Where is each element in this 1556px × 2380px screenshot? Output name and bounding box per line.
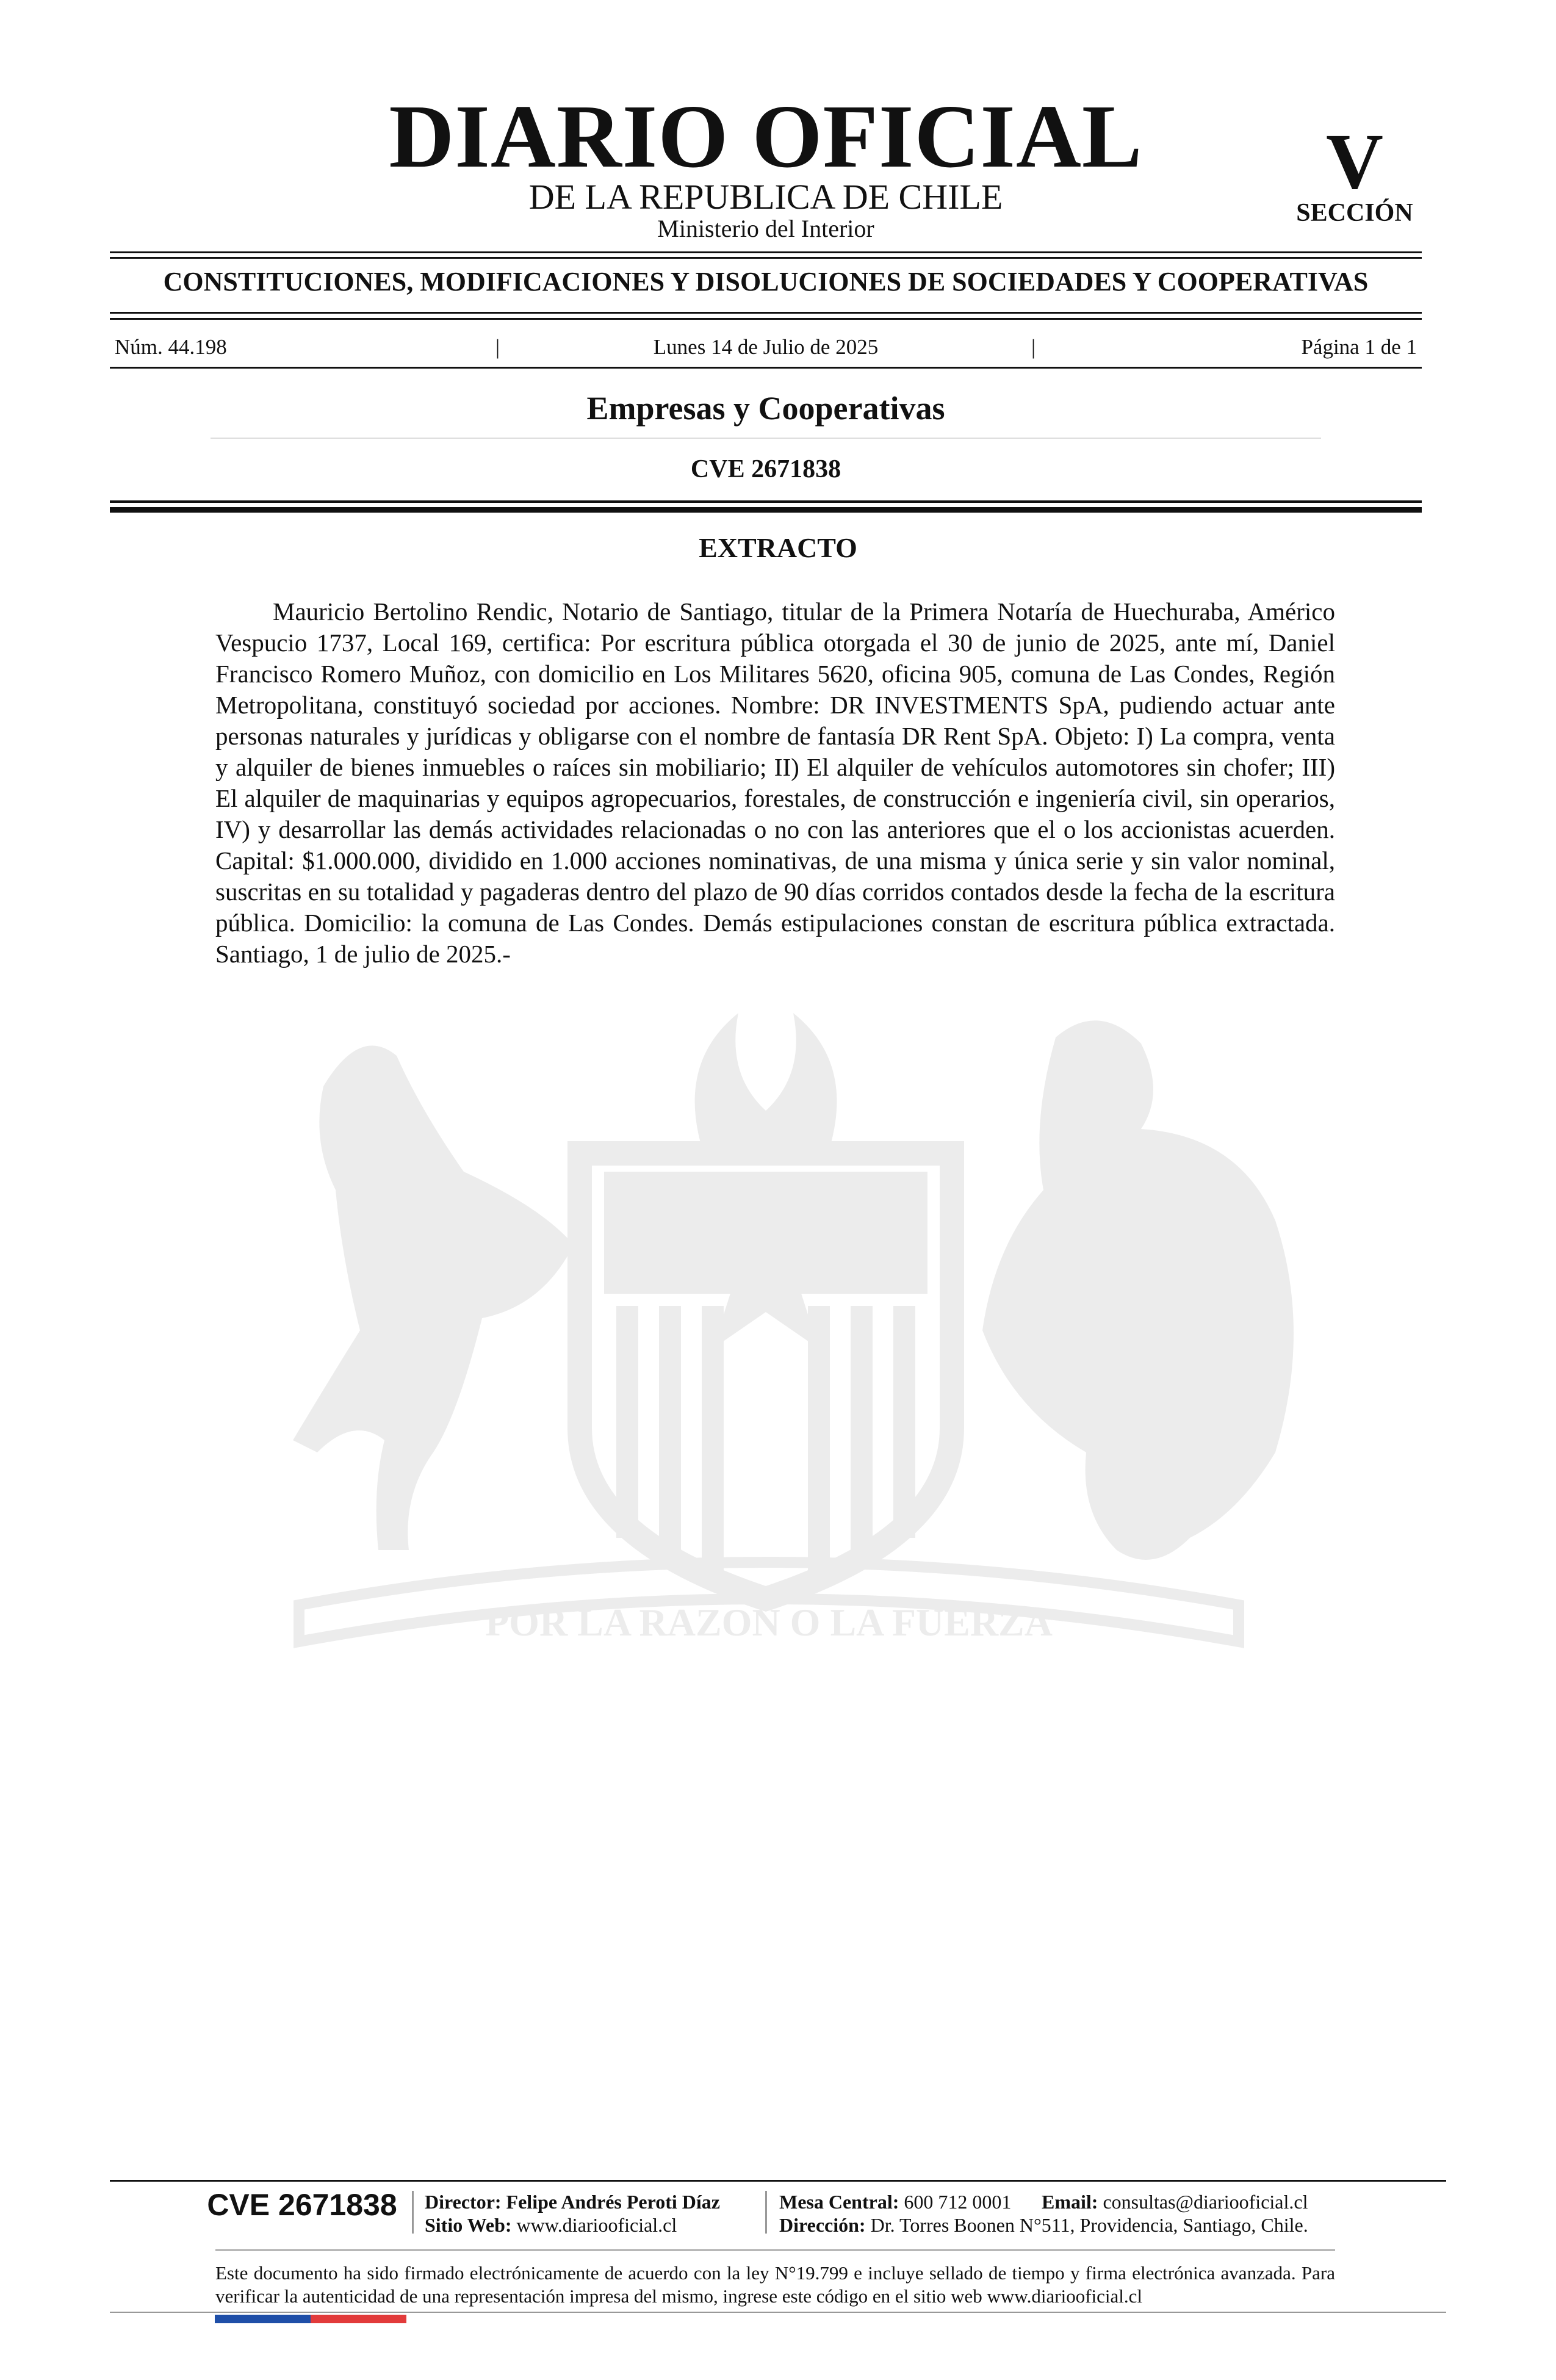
issue-separator: | <box>1031 335 1036 359</box>
footer-separator <box>765 2191 767 2234</box>
footer-director: Director: Felipe Andrés Peroti Díaz <box>425 2191 720 2213</box>
footer-bottom-divider <box>110 2312 1446 2313</box>
document-title: EXTRACTO <box>699 532 857 563</box>
issue-date: Lunes 14 de Julio de 2025 <box>653 335 879 359</box>
footer-cve-code: CVE 2671838 <box>207 2188 397 2222</box>
email-link[interactable]: consultas@diariooficial.cl <box>1103 2191 1308 2213</box>
category-divider-2 <box>110 318 1422 320</box>
cve-code: CVE 2671838 <box>690 455 841 483</box>
section-heading-underline <box>211 438 1321 439</box>
flag-stripe-red <box>311 2315 406 2323</box>
masthead-subtitle: DE LA REPUBLICA DE CHILE <box>528 177 1003 217</box>
footer-address: Dirección: Dr. Torres Boonen N°511, Providencia, Santiago, Chile. <box>779 2214 1308 2236</box>
signature-notice: Este documento ha sido firmado electrónicamente de acuerdo con la ley N°19.799 e incluye sellado de tiempo y firma electrónica avanzada. Para verificar la autenticidad de una representación impresa del mismo, ingrese este código en el sitio web www.diariooficial.cl <box>215 2262 1335 2307</box>
header-divider-top-2 <box>110 257 1422 259</box>
coat-of-arms-icon <box>201 989 1336 1684</box>
issue-divider <box>110 367 1422 369</box>
issue-line <box>110 334 1422 361</box>
issue-page: Página 1 de 1 <box>1301 335 1417 359</box>
footer-website: Sitio Web: www.diariooficial.cl <box>425 2214 677 2236</box>
footer-email: Email: consultas@diariooficial.cl <box>1042 2191 1308 2213</box>
category-divider <box>110 312 1422 314</box>
content-divider <box>110 500 1422 503</box>
footer-divider <box>110 2180 1446 2182</box>
header-divider-top <box>110 251 1422 253</box>
category-title: CONSTITUCIONES, MODIFICACIONES Y DISOLUCIONES DE SOCIEDADES Y COOPERATIVAS <box>163 267 1369 297</box>
flag-stripe-blue <box>215 2315 311 2323</box>
website-link[interactable]: www.diariooficial.cl <box>516 2214 677 2236</box>
issue-number: Núm. 44.198 <box>115 335 227 359</box>
footer-separator <box>412 2191 414 2234</box>
extract-body: Mauricio Bertolino Rendic, Notario de Santiago, titular de la Primera Notaría de Huechuraba, Américo Vespucio 1737, Local 169, certifica: Por escritura pública otorgada el 30 de junio de 2025, ante mí, Daniel Francisco Romero Muñoz, con domicilio en Los Militares 5620, oficina 905, comuna de Las Condes, Región Metropolitana, constituyó sociedad por acciones. Nombre: DR INVESTMENTS SpA, pudiendo actuar ante personas naturales y jurídicas y obligarse con el nombre de fantasía DR Rent SpA. Objeto: I) La compra, venta y alquiler de bienes inmuebles o raíces sin mobiliario; II) El alquiler de vehículos automotores sin chofer; III) El alquiler de maquinarias y equipos agropecuarios, forestales, de construcción e ingeniería civil, sin operarios, IV) y desarrollar las demás actividades relacionadas o no con las anteriores que el o los accionistas acuerden. Capital: $1.000.000, dividido en 1.000 acciones nominativas, de una misma y única serie y sin valor nominal, suscritas en su totalidad y pagaderas dentro del plazo de 90 días corridos contados desde la fecha de la escritura pública. Domicilio: la comuna de Las Condes. Demás estipulaciones constan de escritura pública extractada. Santiago, 1 de julio de 2025.- <box>215 597 1335 968</box>
issue-separator: | <box>495 335 500 359</box>
section-heading: Empresas y Cooperativas <box>586 390 945 427</box>
section-label: SECCIÓN <box>1296 199 1413 227</box>
content-divider-thick <box>110 507 1422 513</box>
motto-text: POR LA RAZON O LA FUERZA <box>485 1601 1053 1644</box>
section-number: V <box>1326 118 1383 206</box>
footer-notice-divider <box>215 2249 1335 2251</box>
footer-phone: Mesa Central: 600 712 0001 <box>779 2191 1012 2213</box>
masthead-ministry: Ministerio del Interior <box>657 215 874 242</box>
masthead-title: DIARIO OFICIAL <box>389 87 1143 187</box>
